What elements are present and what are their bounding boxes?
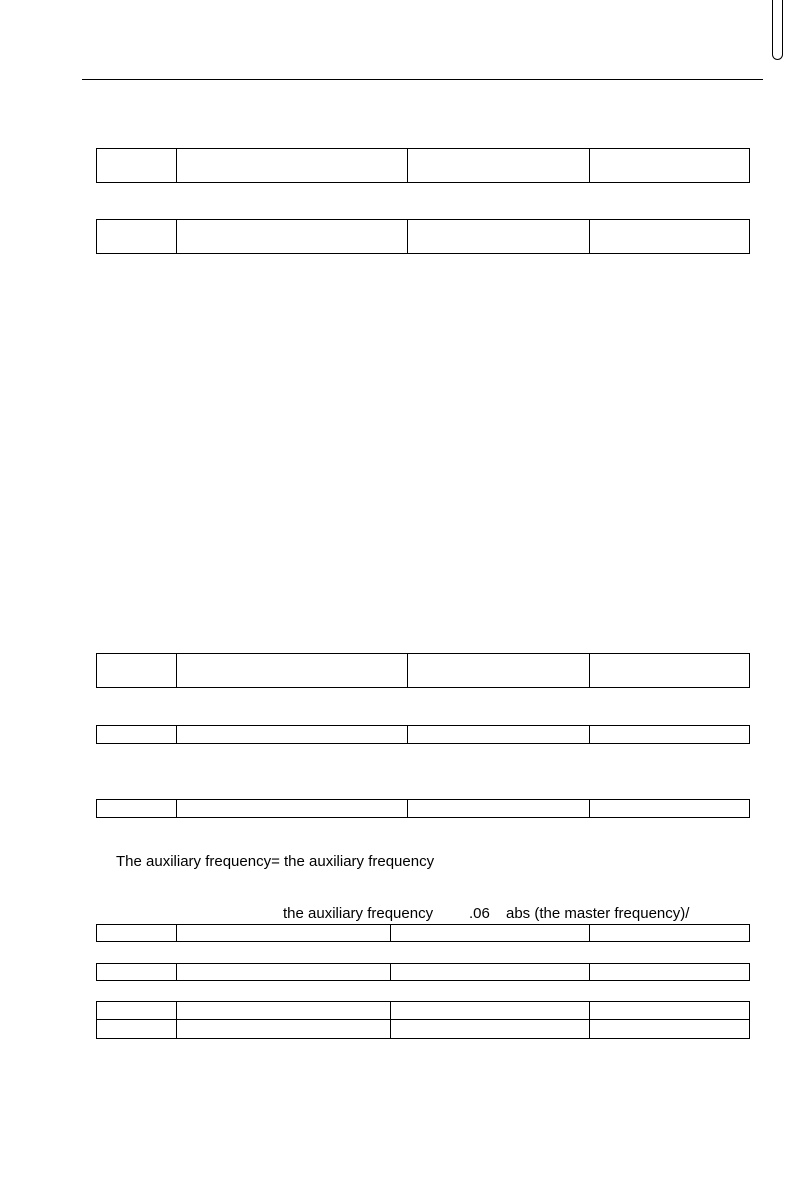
table-cell — [97, 800, 177, 818]
table-cell — [177, 149, 408, 183]
table-cell — [590, 925, 750, 942]
table-cell — [177, 1002, 391, 1020]
table-cell — [408, 654, 590, 688]
parameter-table — [96, 653, 750, 688]
formula-line: The auxiliary frequency= the auxiliary frequency — [116, 853, 435, 870]
header-rule — [82, 79, 763, 80]
table-row — [97, 925, 750, 942]
parameter-table — [96, 799, 750, 818]
parameter-table — [96, 1001, 750, 1039]
table-cell — [177, 800, 408, 818]
table-cell — [97, 1020, 177, 1039]
table-cell — [590, 800, 750, 818]
table-cell — [97, 1002, 177, 1020]
table-cell — [97, 925, 177, 942]
table-cell — [97, 726, 177, 744]
table-cell — [391, 1020, 590, 1039]
table-cell — [408, 149, 590, 183]
table-cell — [177, 925, 391, 942]
table-row — [97, 220, 750, 254]
parameter-table — [96, 148, 750, 183]
table-cell — [590, 149, 750, 183]
table-cell — [177, 220, 408, 254]
table-cell — [590, 1020, 750, 1039]
table-cell — [177, 654, 408, 688]
table-cell — [590, 726, 750, 744]
parameter-table — [96, 963, 750, 981]
table-cell — [590, 654, 750, 688]
table-row — [97, 726, 750, 744]
table-cell — [590, 1002, 750, 1020]
parameter-table — [96, 219, 750, 254]
table-cell — [391, 925, 590, 942]
table-cell — [177, 964, 391, 981]
parameter-table — [96, 725, 750, 744]
table-cell — [177, 726, 408, 744]
table-cell — [408, 220, 590, 254]
formula-fragment: the auxiliary frequency — [283, 905, 434, 922]
table-cell — [391, 964, 590, 981]
table-row — [97, 800, 750, 818]
table-row — [97, 149, 750, 183]
table-cell — [97, 654, 177, 688]
formula-fragment: .06 — [469, 905, 490, 922]
page-edge-tab — [772, 0, 783, 60]
table-cell — [408, 800, 590, 818]
table-row — [97, 964, 750, 981]
table-cell — [97, 964, 177, 981]
table-row — [97, 1020, 750, 1039]
parameter-table — [96, 924, 750, 942]
table-cell — [177, 1020, 391, 1039]
table-row — [97, 654, 750, 688]
formula-fragment: abs (the master frequency)/ — [506, 905, 690, 922]
table-cell — [97, 220, 177, 254]
table-row — [97, 1002, 750, 1020]
table-cell — [97, 149, 177, 183]
table-cell — [391, 1002, 590, 1020]
table-cell — [590, 220, 750, 254]
table-cell — [590, 964, 750, 981]
table-cell — [408, 726, 590, 744]
